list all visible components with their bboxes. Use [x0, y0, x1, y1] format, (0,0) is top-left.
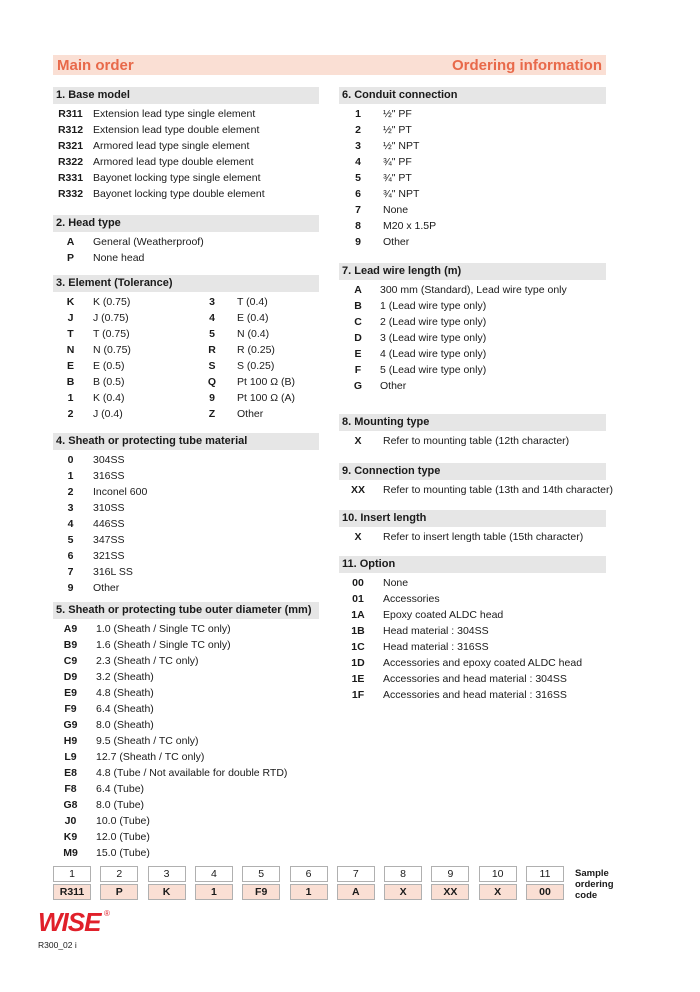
item-description: N (0.4) [237, 328, 270, 340]
item-code: G [353, 380, 363, 392]
element-column-right [193, 294, 319, 422]
sample-value-cell: X [384, 884, 422, 900]
item-code: 1E [351, 673, 365, 685]
list-item [53, 452, 319, 468]
item-description: 2 (Lead wire type only) [380, 316, 487, 328]
list-item [53, 154, 319, 170]
item-description: 4.8 (Sheath) [96, 687, 154, 699]
section-conduit-connection [339, 87, 606, 250]
list-item [53, 406, 193, 422]
item-code: F [354, 364, 362, 376]
item-description: Pt 100 Ω (B) [237, 376, 296, 388]
list-item [339, 346, 606, 362]
item-description: General (Weatherproof) [93, 236, 204, 248]
item-description: Other [237, 408, 264, 420]
list-item [339, 170, 606, 186]
item-code: B9 [63, 639, 78, 651]
list-item [53, 234, 319, 250]
item-code: 01 [352, 593, 364, 605]
item-code: D [354, 332, 362, 344]
item-code: 3 [209, 296, 215, 308]
item-description: Bayonet locking type double element [93, 188, 265, 200]
item-code: H9 [63, 735, 78, 747]
item-description: B (0.5) [93, 376, 125, 388]
page-subtitle: Ordering information [452, 56, 602, 74]
item-code: 1 [67, 392, 74, 404]
item-description: Accessories [383, 593, 440, 605]
sample-position-cell: 9 [431, 866, 469, 882]
list-item [339, 529, 606, 545]
item-code: K9 [63, 831, 78, 843]
item-code: J0 [64, 815, 77, 827]
item-code: 00 [352, 577, 364, 589]
title-banner [53, 55, 606, 75]
item-code: 6 [67, 550, 74, 562]
item-description: Refer to insert length table (15th character) [383, 531, 584, 543]
section-title: 6. Conduit connection [339, 87, 606, 104]
item-description: 10.0 (Tube) [96, 815, 150, 827]
list-item [339, 687, 606, 703]
item-code: E9 [64, 687, 77, 699]
item-description: S (0.25) [237, 360, 275, 372]
item-description: 6.4 (Sheath) [96, 703, 154, 715]
item-description: 304SS [93, 454, 125, 466]
section-head-type [53, 215, 319, 266]
section-title: 9. Connection type [339, 463, 606, 480]
item-description: ¾" PF [383, 156, 412, 168]
section-sheath-diameter [53, 602, 319, 861]
item-code: 2 [67, 486, 74, 498]
item-code: E8 [64, 767, 77, 779]
item-description: 6.4 (Tube) [96, 783, 145, 795]
item-description: 12.0 (Tube) [96, 831, 150, 843]
item-description: J (0.4) [93, 408, 123, 420]
item-code: 7 [67, 566, 74, 578]
list-item [53, 358, 193, 374]
section-title: 1. Base model [53, 87, 319, 104]
item-code: 9 [209, 392, 215, 404]
item-description: Other [380, 380, 407, 392]
item-code: T [67, 328, 74, 340]
item-description: R (0.25) [237, 344, 275, 356]
item-code: 1B [351, 625, 365, 637]
item-description: Accessories and epoxy coated ALDC head [383, 657, 583, 669]
item-description: E (0.4) [237, 312, 269, 324]
list-item [339, 591, 606, 607]
item-description: Inconel 600 [93, 486, 148, 498]
section-connection-type [339, 463, 613, 498]
section-sheath-material [53, 433, 319, 596]
list-item [53, 653, 319, 669]
list-item [339, 362, 606, 378]
list-item [53, 310, 193, 326]
section-element [53, 275, 319, 420]
section-lead-wire-length [339, 263, 606, 394]
item-code: 3 [67, 502, 74, 514]
item-code: A [66, 236, 75, 248]
list-item [339, 607, 606, 623]
item-description: J (0.75) [93, 312, 129, 324]
item-description: ½" NPT [383, 140, 420, 152]
item-description: N (0.75) [93, 344, 131, 356]
item-code: D9 [63, 671, 78, 683]
sample-position-cell: 8 [384, 866, 422, 882]
list-item [193, 374, 319, 390]
item-code: X [354, 531, 362, 543]
list-item [53, 374, 193, 390]
list-item [339, 330, 606, 346]
item-description: ¾" NPT [383, 188, 420, 200]
section-title: 2. Head type [53, 215, 319, 232]
sample-position-cell: 7 [337, 866, 375, 882]
sample-position-cell: 5 [242, 866, 280, 882]
list-item [53, 717, 319, 733]
list-item [339, 186, 606, 202]
item-code: F9 [64, 703, 77, 715]
list-item [53, 813, 319, 829]
list-item [53, 564, 319, 580]
list-item [53, 500, 319, 516]
svg-text:®: ® [104, 909, 110, 918]
list-item [193, 310, 319, 326]
list-item [339, 314, 606, 330]
list-item [53, 484, 319, 500]
item-description: Accessories and head material : 316SS [383, 689, 567, 701]
item-code: E [354, 348, 362, 360]
list-item [53, 170, 319, 186]
item-code: M9 [63, 847, 78, 859]
list-item [339, 639, 606, 655]
item-code: 1A [351, 609, 365, 621]
item-code: 1D [351, 657, 365, 669]
item-description: T (0.75) [93, 328, 130, 340]
sample-value-cell: P [100, 884, 138, 900]
item-description: 8.0 (Sheath) [96, 719, 154, 731]
list-item [53, 637, 319, 653]
section-title: 8. Mounting type [339, 414, 606, 431]
list-item [339, 433, 606, 449]
list-item [53, 122, 319, 138]
item-description: 5 (Lead wire type only) [380, 364, 487, 376]
item-description: Refer to mounting table (13th and 14th character) [383, 484, 613, 496]
item-code: R312 [57, 124, 84, 136]
item-code: R321 [57, 140, 84, 152]
item-description: 4.8 (Tube / Not available for double RTD) [96, 767, 288, 779]
item-code: 9 [67, 582, 74, 594]
item-code: 0 [67, 454, 74, 466]
list-item [53, 186, 319, 202]
section-mounting-type [339, 414, 606, 449]
sample-value-cell: XX [431, 884, 469, 900]
item-description: K (0.4) [93, 392, 125, 404]
item-code: R311 [58, 108, 83, 120]
item-description: Armored lead type single element [93, 140, 250, 152]
item-code: A9 [63, 623, 78, 635]
sample-value-cell: X [479, 884, 517, 900]
item-code: 3 [355, 140, 361, 152]
item-code: 4 [67, 518, 74, 530]
sample-position-cell: 4 [195, 866, 233, 882]
list-item [53, 294, 193, 310]
item-description: Epoxy coated ALDC head [383, 609, 504, 621]
item-description: 3 (Lead wire type only) [380, 332, 487, 344]
sample-position-cell: 6 [290, 866, 328, 882]
item-code: X [354, 435, 362, 447]
section-title: 10. Insert length [339, 510, 606, 527]
item-code: J [67, 312, 74, 324]
sample-position-cell: 10 [479, 866, 517, 882]
item-code: R331 [57, 172, 84, 184]
sample-position-cell: 11 [526, 866, 564, 882]
list-item [339, 218, 606, 234]
item-code: N [66, 344, 75, 356]
item-description: 15.0 (Tube) [96, 847, 150, 859]
list-item [193, 294, 319, 310]
item-description: Head material : 316SS [383, 641, 489, 653]
item-description: 1.6 (Sheath / Single TC only) [96, 639, 231, 651]
list-item [339, 154, 606, 170]
list-item [53, 390, 193, 406]
list-item [339, 122, 606, 138]
list-item [339, 282, 606, 298]
item-description: 310SS [93, 502, 125, 514]
item-description: E (0.5) [93, 360, 125, 372]
item-code: 1F [351, 689, 365, 701]
wise-logo [38, 906, 113, 936]
section-title: 5. Sheath or protecting tube outer diameter (mm) [53, 602, 319, 619]
sample-value-cell: 00 [526, 884, 564, 900]
list-item [53, 621, 319, 637]
list-item [339, 623, 606, 639]
list-item [193, 406, 319, 422]
list-item [53, 781, 319, 797]
item-description: 446SS [93, 518, 125, 530]
svg-text:WISE: WISE [38, 907, 101, 936]
list-item [339, 202, 606, 218]
item-description: Other [383, 236, 410, 248]
sample-position-cell: 3 [148, 866, 186, 882]
section-option [339, 556, 606, 703]
item-description: 8.0 (Tube) [96, 799, 145, 811]
item-code: 4 [355, 156, 361, 168]
sample-position-cell: 1 [53, 866, 91, 882]
item-description: 12.7 (Sheath / TC only) [96, 751, 205, 763]
list-item [339, 234, 606, 250]
item-description: ½" PF [383, 108, 412, 120]
item-code: 1C [351, 641, 365, 653]
list-item [339, 671, 606, 687]
item-description: Accessories and head material : 304SS [383, 673, 567, 685]
list-item [53, 468, 319, 484]
item-code: C [354, 316, 362, 328]
section-title: 11. Option [339, 556, 606, 573]
item-description: Other [93, 582, 120, 594]
item-description: Armored lead type double element [93, 156, 254, 168]
list-item [53, 138, 319, 154]
item-code: Z [208, 408, 216, 420]
item-code: F8 [64, 783, 77, 795]
item-code: G8 [63, 799, 78, 811]
section-title: 3. Element (Tolerance) [53, 275, 319, 292]
list-item [53, 749, 319, 765]
item-description: T (0.4) [237, 296, 268, 308]
list-item [53, 106, 319, 122]
item-code: R [208, 344, 216, 356]
item-description: K (0.75) [93, 296, 131, 308]
item-description: 316L SS [93, 566, 133, 578]
item-description: 1.0 (Sheath / Single TC only) [96, 623, 231, 635]
item-description: None head [93, 252, 145, 264]
sample-value-cell: K [148, 884, 186, 900]
item-code: 9 [355, 236, 361, 248]
item-description: Head material : 304SS [383, 625, 489, 637]
page-title: Main order [57, 56, 134, 74]
item-code: B [66, 376, 75, 388]
list-item [53, 669, 319, 685]
item-description: 1 (Lead wire type only) [380, 300, 487, 312]
item-code: 2 [355, 124, 361, 136]
item-description: Extension lead type double element [93, 124, 260, 136]
list-item [53, 797, 319, 813]
item-code: 8 [355, 220, 361, 232]
list-item [53, 326, 193, 342]
item-code: A [354, 284, 362, 296]
list-item [53, 548, 319, 564]
section-base-model [53, 87, 319, 202]
list-item [53, 342, 193, 358]
item-description: 347SS [93, 534, 125, 546]
list-item [193, 358, 319, 374]
list-item [339, 378, 606, 394]
sample-value-cell: F9 [242, 884, 280, 900]
list-item [53, 580, 319, 596]
item-description: 9.5 (Sheath / TC only) [96, 735, 199, 747]
list-item [53, 733, 319, 749]
item-description: None [383, 204, 409, 216]
item-description: Pt 100 Ω (A) [237, 392, 296, 404]
list-item [53, 532, 319, 548]
list-item [193, 390, 319, 406]
item-code: 4 [209, 312, 215, 324]
item-code: Q [207, 376, 217, 388]
list-item [339, 655, 606, 671]
section-title: 7. Lead wire length (m) [339, 263, 606, 280]
item-code: 6 [355, 188, 361, 200]
item-code: R332 [57, 188, 84, 200]
item-description: 2.3 (Sheath / TC only) [96, 655, 199, 667]
item-code: E [66, 360, 74, 372]
item-description: 300 mm (Standard), Lead wire type only [380, 284, 567, 296]
sample-value-cell: 1 [290, 884, 328, 900]
list-item [193, 342, 319, 358]
list-item [53, 250, 319, 266]
sample-label: Sample ordering code [575, 868, 614, 901]
item-description: Extension lead type single element [93, 108, 256, 120]
item-code: 5 [67, 534, 74, 546]
item-code: 7 [355, 204, 361, 216]
list-item [53, 516, 319, 532]
sample-value-cell: A [337, 884, 375, 900]
item-description: 321SS [93, 550, 125, 562]
item-code: 2 [67, 408, 74, 420]
item-description: Refer to mounting table (12th character) [383, 435, 570, 447]
list-item [53, 829, 319, 845]
list-item [339, 482, 613, 498]
list-item [193, 326, 319, 342]
item-code: 1 [67, 470, 74, 482]
item-code: 5 [209, 328, 215, 340]
document-id: R300_02 i [38, 940, 77, 950]
section-insert-length [339, 510, 606, 545]
section-title: 4. Sheath or protecting tube material [53, 433, 319, 450]
list-item [53, 685, 319, 701]
list-item [339, 298, 606, 314]
item-description: 4 (Lead wire type only) [380, 348, 487, 360]
item-code: G9 [63, 719, 78, 731]
item-description: None [383, 577, 409, 589]
item-code: L9 [64, 751, 77, 763]
item-code: P [66, 252, 74, 264]
item-code: R322 [57, 156, 84, 168]
item-code: 1 [355, 108, 361, 120]
item-description: Bayonet locking type single element [93, 172, 261, 184]
item-description: ¾" PT [383, 172, 412, 184]
sample-value-cell: R311 [53, 884, 91, 900]
list-item [53, 701, 319, 717]
item-code: B [354, 300, 362, 312]
item-code: S [208, 360, 216, 372]
item-code: K [66, 296, 75, 308]
sample-position-cell: 2 [100, 866, 138, 882]
item-code: 5 [355, 172, 361, 184]
item-description: M20 x 1.5P [383, 220, 437, 232]
list-item [339, 575, 606, 591]
item-code: XX [350, 484, 365, 496]
list-item [53, 845, 319, 861]
sample-value-cell: 1 [195, 884, 233, 900]
item-description: 316SS [93, 470, 125, 482]
item-description: 3.2 (Sheath) [96, 671, 154, 683]
list-item [339, 138, 606, 154]
item-description: ½" PT [383, 124, 412, 136]
element-column-left [53, 294, 193, 422]
item-code: C9 [63, 655, 78, 667]
list-item [339, 106, 606, 122]
list-item [53, 765, 319, 781]
